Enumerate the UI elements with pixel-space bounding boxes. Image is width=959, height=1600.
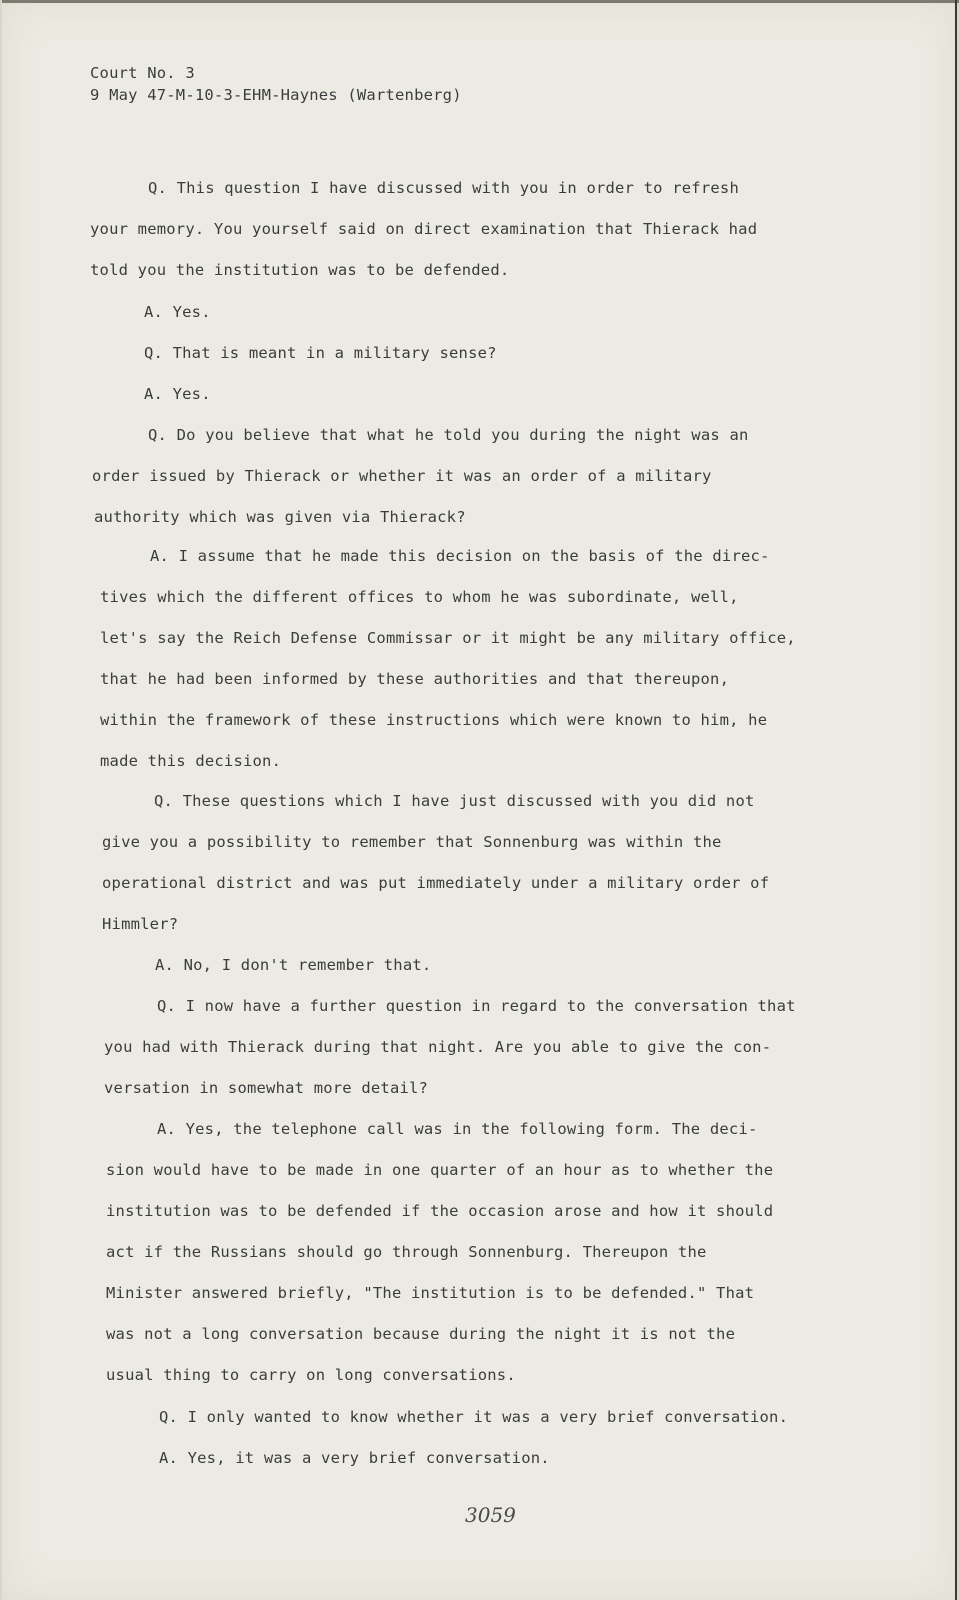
transcript-line: authority which was given via Thierack? <box>94 508 466 526</box>
session-reference: 9 May 47-M-10-3-EHM-Haynes (Wartenberg) <box>90 86 462 104</box>
transcript-line: A. I assume that he made this decision on the basis of the direc- <box>150 547 770 565</box>
transcript-line: that he had been informed by these authorities and that thereupon, <box>100 670 730 688</box>
transcript-line: operational district and was put immediately under a military order of <box>102 874 770 892</box>
transcript-line: give you a possibility to remember that Sonnenburg was within the <box>102 833 722 851</box>
transcript-line: order issued by Thierack or whether it was an order of a military <box>92 467 712 485</box>
transcript-line: tives which the different offices to whom he was subordinate, well, <box>100 588 739 606</box>
transcript-line: Q. I now have a further question in regard to the conversation that <box>157 997 796 1015</box>
transcript-line: A. Yes. <box>144 385 211 403</box>
transcript-line: Q. That is meant in a military sense? <box>144 344 497 362</box>
transcript-line: was not a long conversation because during the night it is not the <box>106 1325 736 1343</box>
transcript-line: A. Yes, the telephone call was in the following form. The deci- <box>157 1120 758 1138</box>
transcript-line: told you the institution was to be defended. <box>90 261 510 279</box>
transcript-line: Himmler? <box>102 915 179 933</box>
transcript-line: A. Yes, it was a very brief conversation. <box>159 1449 550 1467</box>
transcript-line: act if the Russians should go through Sonnenburg. Thereupon the <box>106 1243 707 1261</box>
transcript-line: let's say the Reich Defense Commissar or it might be any military office, <box>100 629 796 647</box>
document-page <box>2 0 957 1600</box>
transcript-line: you had with Thierack during that night. Are you able to give the con- <box>104 1038 772 1056</box>
transcript-line: Minister answered briefly, "The institution is to be defended." That <box>106 1284 755 1302</box>
transcript-line: versation in somewhat more detail? <box>104 1079 429 1097</box>
transcript-line: Q. Do you believe that what he told you during the night was an <box>148 426 749 444</box>
document-header <box>90 62 462 106</box>
court-number: Court No. 3 <box>90 64 195 82</box>
page-top-edge <box>2 0 959 3</box>
page-number: 3059 <box>465 1503 516 1527</box>
page-right-edge <box>955 0 957 1600</box>
transcript-line: sion would have to be made in one quarter of an hour as to whether the <box>106 1161 774 1179</box>
transcript-line: A. No, I don't remember that. <box>155 956 432 974</box>
transcript-line: your memory. You yourself said on direct examination that Thierack had <box>90 220 758 238</box>
transcript-line: made this decision. <box>100 752 282 770</box>
transcript-line: Q. These questions which I have just discussed with you did not <box>154 792 755 810</box>
transcript-line: within the framework of these instructions which were known to him, he <box>100 711 768 729</box>
transcript-line: Q. I only wanted to know whether it was a very brief conversation. <box>159 1408 789 1426</box>
transcript-line: institution was to be defended if the occasion arose and how it should <box>106 1202 774 1220</box>
transcript-line: usual thing to carry on long conversations. <box>106 1366 516 1384</box>
transcript-line: Q. This question I have discussed with you in order to refresh <box>148 179 739 197</box>
transcript-line: A. Yes. <box>144 303 211 321</box>
